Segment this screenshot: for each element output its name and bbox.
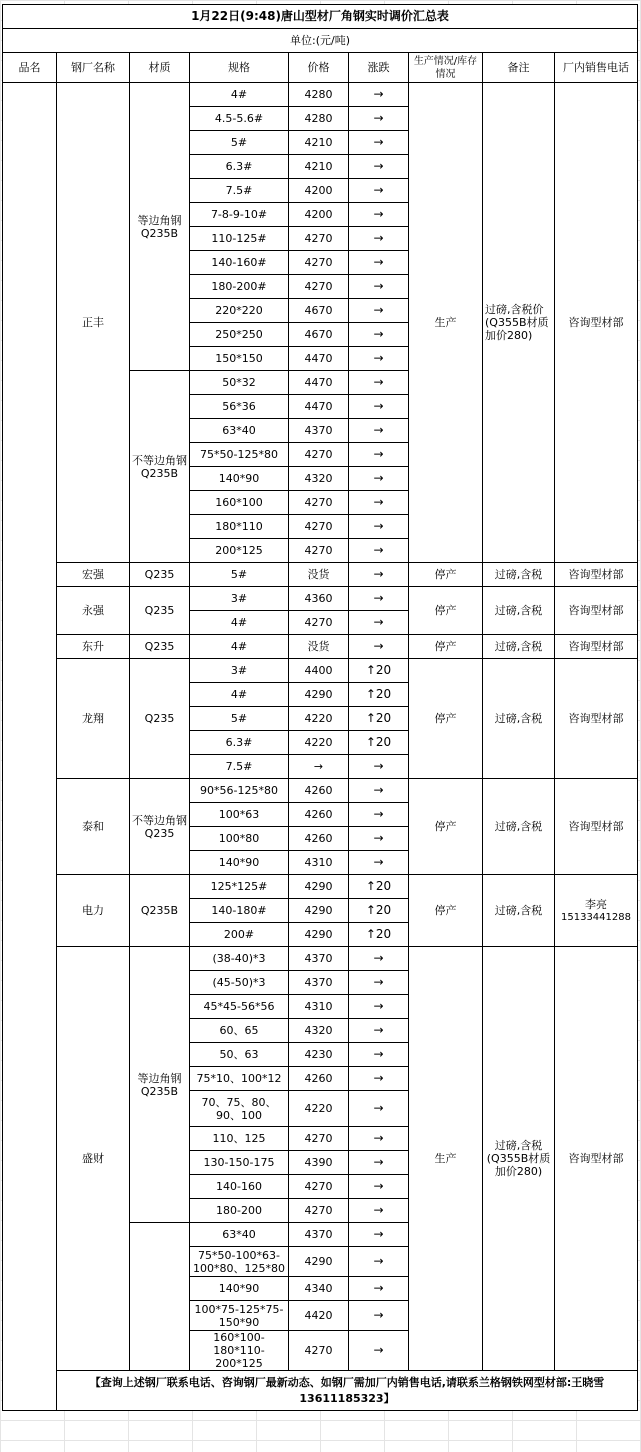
price-cell: 4310 (289, 995, 349, 1019)
header-note: 备注 (483, 53, 555, 83)
note-cell: 过磅,含税 (483, 659, 555, 779)
change-cell: → (349, 635, 409, 659)
price-cell: 4370 (289, 419, 349, 443)
material-cell: Q235 (130, 659, 190, 779)
price-cell: 4390 (289, 1151, 349, 1175)
spec-cell: 4# (190, 635, 289, 659)
price-cell: 4290 (289, 899, 349, 923)
table-row (3, 659, 638, 683)
spec-cell: 63*40 (190, 1223, 289, 1247)
change-cell: → (349, 755, 409, 779)
price-cell: 4470 (289, 347, 349, 371)
price-cell: 4220 (289, 1091, 349, 1127)
phone-cell: 咨询型材部 (555, 587, 638, 635)
price-cell: 4310 (289, 851, 349, 875)
spec-cell: 140-160# (190, 251, 289, 275)
price-cell: 4270 (289, 443, 349, 467)
spec-cell: 90*56-125*80 (190, 779, 289, 803)
change-cell: → (349, 83, 409, 107)
price-table (2, 4, 638, 1411)
change-cell: → (349, 1301, 409, 1331)
phone-cell: 咨询型材部 (555, 563, 638, 587)
price-cell: 4270 (289, 611, 349, 635)
table-row (3, 635, 638, 659)
change-cell: → (349, 971, 409, 995)
contact-phone: 15133441288 (561, 911, 631, 923)
phone-cell: 咨询型材部 (555, 659, 638, 779)
phone-cell (555, 875, 638, 947)
price-cell: 4360 (289, 587, 349, 611)
price-cell: 4270 (289, 491, 349, 515)
change-cell: → (349, 1199, 409, 1223)
price-cell: 4290 (289, 1247, 349, 1277)
status-cell: 生产 (409, 83, 483, 563)
price-cell: 4280 (289, 83, 349, 107)
footer-contact-note: 【查询上述钢厂联系电话、咨询钢厂最新动态、如钢厂需加厂内销售电话,请联系兰格钢铁网型材部:王晓雪13611185323】 (57, 1371, 638, 1411)
price-cell: 4220 (289, 707, 349, 731)
change-cell: → (349, 107, 409, 131)
change-cell: → (349, 1091, 409, 1127)
mill-name: 龙翔 (57, 659, 130, 779)
price-cell: 4270 (289, 227, 349, 251)
note-cell: 过磅,含税(Q355B材质加价280) (483, 947, 555, 1371)
price-cell: 4370 (289, 1223, 349, 1247)
table-row (3, 587, 638, 611)
spec-cell: 180-200 (190, 1199, 289, 1223)
mill-name: 泰和 (57, 779, 130, 875)
header-mill: 钢厂名称 (57, 53, 130, 83)
table-row (3, 875, 638, 899)
spec-cell: (38-40)*3 (190, 947, 289, 971)
mill-name: 盛财 (57, 947, 130, 1371)
note-cell: 过磅,含税价(Q355B材质加价280) (483, 83, 555, 563)
mill-name: 永强 (57, 587, 130, 635)
spec-cell: 7.5# (190, 755, 289, 779)
price-cell: 4320 (289, 1019, 349, 1043)
spec-cell: 7.5# (190, 179, 289, 203)
price-cell: 4470 (289, 371, 349, 395)
spec-cell: 125*125# (190, 875, 289, 899)
change-cell: ↑20 (349, 899, 409, 923)
status-cell: 停产 (409, 587, 483, 635)
change-cell: → (349, 491, 409, 515)
change-cell: → (349, 851, 409, 875)
material-cell: 等边角钢Q235B (130, 83, 190, 371)
change-cell: ↑20 (349, 923, 409, 947)
mill-name: 正丰 (57, 83, 130, 563)
mill-name: 电力 (57, 875, 130, 947)
header-row (3, 53, 638, 83)
price-cell: 4200 (289, 203, 349, 227)
spec-cell: 75*50-100*63-100*80、125*80 (190, 1247, 289, 1277)
change-cell: → (349, 155, 409, 179)
change-cell: → (349, 467, 409, 491)
status-cell: 停产 (409, 635, 483, 659)
phone-cell: 咨询型材部 (555, 947, 638, 1371)
mill-name: 东升 (57, 635, 130, 659)
table-row (3, 83, 638, 107)
spec-cell: 140*90 (190, 851, 289, 875)
contact-name: 李亮 (585, 897, 607, 911)
table-row (3, 947, 638, 971)
change-cell: → (349, 1127, 409, 1151)
header-phone: 厂内销售电话 (555, 53, 638, 83)
change-cell: → (349, 1175, 409, 1199)
spec-cell: 140-180# (190, 899, 289, 923)
change-cell: → (349, 1043, 409, 1067)
change-cell: → (349, 203, 409, 227)
spec-cell: 50*32 (190, 371, 289, 395)
spec-cell: 150*150 (190, 347, 289, 371)
price-cell: 4270 (289, 275, 349, 299)
price-cell: 4260 (289, 779, 349, 803)
spec-cell: 3# (190, 659, 289, 683)
change-cell: → (349, 1277, 409, 1301)
note-cell: 过磅,含税 (483, 563, 555, 587)
spec-cell: 180-200# (190, 275, 289, 299)
price-cell: 4270 (289, 1127, 349, 1151)
change-cell: → (349, 275, 409, 299)
spec-cell: 200*125 (190, 539, 289, 563)
spec-cell: 75*10、100*12 (190, 1067, 289, 1091)
spec-cell: 140*90 (190, 1277, 289, 1301)
price-cell: 4220 (289, 731, 349, 755)
spec-cell: 5# (190, 131, 289, 155)
status-cell: 停产 (409, 779, 483, 875)
price-cell: 没货 (289, 563, 349, 587)
spec-cell: 250*250 (190, 323, 289, 347)
spec-cell: 4# (190, 83, 289, 107)
unit-label: 单位:(元/吨) (3, 29, 638, 53)
price-cell: 4400 (289, 659, 349, 683)
spec-cell: 7-8-9-10# (190, 203, 289, 227)
price-cell: 4290 (289, 923, 349, 947)
spec-cell: 160*100-180*110-200*125 (190, 1331, 289, 1371)
price-cell: 4260 (289, 827, 349, 851)
price-cell: 没货 (289, 635, 349, 659)
material-cell: Q235 (130, 587, 190, 635)
change-cell: → (349, 1223, 409, 1247)
price-cell: 4270 (289, 515, 349, 539)
spec-cell: 140-160 (190, 1175, 289, 1199)
spec-cell: 110、125 (190, 1127, 289, 1151)
price-cell: → (289, 755, 349, 779)
material-cell: Q235 (130, 563, 190, 587)
header-product: 品名 (3, 53, 57, 83)
change-cell: → (349, 539, 409, 563)
price-cell: 4320 (289, 467, 349, 491)
change-cell: → (349, 443, 409, 467)
table-row (3, 779, 638, 803)
material-cell: Q235 (130, 635, 190, 659)
spec-cell: 200# (190, 923, 289, 947)
change-cell: → (349, 131, 409, 155)
spec-cell: 60、65 (190, 1019, 289, 1043)
price-cell: 4270 (289, 539, 349, 563)
material-cell: 不等边角钢Q235 (130, 779, 190, 875)
status-cell: 停产 (409, 563, 483, 587)
status-cell: 生产 (409, 947, 483, 1371)
price-cell: 4230 (289, 1043, 349, 1067)
change-cell: → (349, 299, 409, 323)
price-cell: 4290 (289, 875, 349, 899)
change-cell: → (349, 323, 409, 347)
price-cell: 4260 (289, 1067, 349, 1091)
price-cell: 4470 (289, 395, 349, 419)
spec-cell: 6.3# (190, 155, 289, 179)
spec-cell: 50、63 (190, 1043, 289, 1067)
header-spec: 规格 (190, 53, 289, 83)
mill-name: 宏强 (57, 563, 130, 587)
change-cell: ↑20 (349, 659, 409, 683)
status-cell: 停产 (409, 875, 483, 947)
note-cell: 过磅,含税 (483, 587, 555, 635)
change-cell: → (349, 371, 409, 395)
change-cell: → (349, 563, 409, 587)
change-cell: ↑20 (349, 683, 409, 707)
header-price: 价格 (289, 53, 349, 83)
spec-cell: 180*110 (190, 515, 289, 539)
change-cell: → (349, 947, 409, 971)
price-cell: 4670 (289, 323, 349, 347)
change-cell: → (349, 419, 409, 443)
spec-cell: 45*45-56*56 (190, 995, 289, 1019)
spec-cell: 3# (190, 587, 289, 611)
change-cell: → (349, 1019, 409, 1043)
spec-cell: 6.3# (190, 731, 289, 755)
price-cell: 4290 (289, 683, 349, 707)
price-cell: 4200 (289, 179, 349, 203)
spec-cell: (45-50)*3 (190, 971, 289, 995)
spec-cell: 5# (190, 563, 289, 587)
material-cell: Q235B (130, 875, 190, 947)
change-cell: → (349, 227, 409, 251)
spec-cell: 110-125# (190, 227, 289, 251)
spec-cell: 5# (190, 707, 289, 731)
product-name-cell (3, 83, 57, 1411)
price-cell: 4210 (289, 131, 349, 155)
material-cell: 等边角钢Q235B (130, 947, 190, 1223)
price-cell: 4420 (289, 1301, 349, 1331)
price-cell: 4210 (289, 155, 349, 179)
spec-cell: 56*36 (190, 395, 289, 419)
price-cell: 4370 (289, 947, 349, 971)
change-cell: ↑20 (349, 707, 409, 731)
spec-cell: 4# (190, 611, 289, 635)
note-cell: 过磅,含税 (483, 875, 555, 947)
status-cell: 停产 (409, 659, 483, 779)
phone-cell: 咨询型材部 (555, 779, 638, 875)
price-cell: 4340 (289, 1277, 349, 1301)
material-cell: 不等边角钢Q235B (130, 371, 190, 563)
spec-cell: 100*75-125*75-150*90 (190, 1301, 289, 1331)
change-cell: → (349, 827, 409, 851)
spec-cell: 75*50-125*80 (190, 443, 289, 467)
phone-cell: 咨询型材部 (555, 83, 638, 563)
change-cell: → (349, 1151, 409, 1175)
phone-cell: 咨询型材部 (555, 635, 638, 659)
spec-cell: 100*80 (190, 827, 289, 851)
spec-cell: 4# (190, 683, 289, 707)
price-cell: 4670 (289, 299, 349, 323)
change-cell: → (349, 995, 409, 1019)
price-cell: 4270 (289, 1199, 349, 1223)
price-cell: 4270 (289, 1175, 349, 1199)
header-status: 生产情况/库存情况 (409, 53, 483, 83)
change-cell: → (349, 1247, 409, 1277)
spec-cell: 4.5-5.6# (190, 107, 289, 131)
change-cell: → (349, 1067, 409, 1091)
change-cell: → (349, 587, 409, 611)
page-title: 1月22日(9:48)唐山型材厂角钢实时调价汇总表 (3, 5, 638, 29)
price-cell: 4370 (289, 971, 349, 995)
spec-cell: 63*40 (190, 419, 289, 443)
price-cell: 4270 (289, 1331, 349, 1371)
change-cell: ↑20 (349, 731, 409, 755)
table-row (3, 563, 638, 587)
change-cell: → (349, 515, 409, 539)
spec-cell: 220*220 (190, 299, 289, 323)
price-cell: 4280 (289, 107, 349, 131)
change-cell: → (349, 611, 409, 635)
change-cell: → (349, 347, 409, 371)
header-change: 涨跌 (349, 53, 409, 83)
spec-cell: 160*100 (190, 491, 289, 515)
spec-cell: 140*90 (190, 467, 289, 491)
note-cell: 过磅,含税 (483, 635, 555, 659)
spec-cell: 130-150-175 (190, 1151, 289, 1175)
change-cell: → (349, 395, 409, 419)
material-cell-empty (130, 1223, 190, 1371)
change-cell: → (349, 1331, 409, 1371)
change-cell: → (349, 251, 409, 275)
change-cell: ↑20 (349, 875, 409, 899)
header-material: 材质 (130, 53, 190, 83)
change-cell: → (349, 803, 409, 827)
change-cell: → (349, 779, 409, 803)
price-cell: 4260 (289, 803, 349, 827)
change-cell: → (349, 179, 409, 203)
note-cell: 过磅,含税 (483, 779, 555, 875)
spec-cell: 100*63 (190, 803, 289, 827)
price-cell: 4270 (289, 251, 349, 275)
spec-cell: 70、75、80、90、100 (190, 1091, 289, 1127)
